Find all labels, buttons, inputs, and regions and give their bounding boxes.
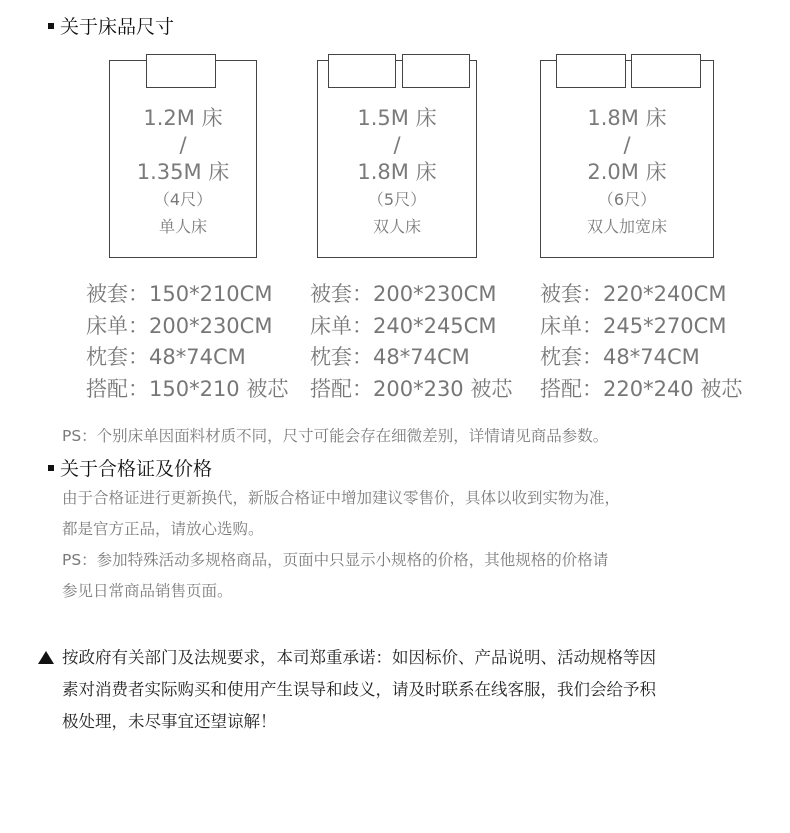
- notice-line-2: 素对消费者实际购买和使用产生误导和歧义，请及时联系在线客服，我们会给予积: [62, 680, 656, 699]
- spec-bed-sheet: 床单：245*270CM: [540, 313, 727, 338]
- bed-size-2: 1.35M 床: [136, 160, 230, 184]
- spec-match: 搭配：200*230 被芯: [310, 376, 513, 401]
- bed-type: 双人床: [372, 217, 421, 236]
- bed-size-2: 1.8M 床: [357, 160, 437, 184]
- bed-feet: （6尺）: [597, 190, 657, 209]
- certificate-price-text: [62, 483, 620, 607]
- notice-line-3: 极处理，未尽事宜还望谅解！: [62, 712, 277, 731]
- spec-bed-sheet: 床单：240*245CM: [310, 313, 497, 338]
- paragraph-line: 都是官方正品，请放心选购。: [62, 520, 264, 538]
- spec-pillowcase: 枕套：48*74CM: [540, 345, 700, 369]
- spec-duvet-cover: 被套：150*210CM: [86, 282, 273, 306]
- section-title-text: 关于合格证及价格: [60, 458, 213, 480]
- bed-size-separator: /: [179, 133, 187, 157]
- notice-text: 按政府有关部门及法规要求，本司郑重承诺：如因标价、产品说明、活动规格等因: [62, 648, 656, 667]
- bed-diagram-double: [317, 60, 477, 258]
- spec-bed-sheet: 床单：200*230CM: [86, 313, 273, 338]
- square-bullet-icon: [48, 23, 54, 29]
- size-ps-note: PS：个别床单因面料材质不同，尺寸可能会存在细微差别，详情请见商品参数。: [62, 427, 609, 445]
- spec-column-double-wide: [540, 278, 742, 404]
- bed-diagram-double-wide: [540, 60, 714, 258]
- spec-column-double: [310, 278, 512, 404]
- paragraph-line: 由于合格证进行更新换代，新版合格证中增加建议零售价，具体以收到实物为准，: [62, 489, 621, 507]
- warning-triangle-icon: [38, 651, 54, 664]
- bed-diagram-single: [109, 60, 257, 258]
- pillow-icon: [631, 54, 701, 88]
- square-bullet-icon: [48, 465, 54, 471]
- paragraph-line: 参见日常商品销售页面。: [62, 582, 233, 600]
- notice-line-1: [38, 642, 656, 674]
- bed-size-separator: /: [393, 133, 401, 157]
- bed-type: 双人加宽床: [586, 217, 667, 236]
- pillow-icon: [328, 54, 396, 88]
- spec-duvet-cover: 被套：220*240CM: [540, 282, 727, 306]
- section-title-bed-size: [48, 12, 174, 39]
- legal-notice: [38, 642, 656, 738]
- bed-size-2: 2.0M 床: [587, 160, 667, 184]
- bed-type: 单人床: [158, 217, 207, 236]
- section-title-text: 关于床品尺寸: [60, 16, 175, 38]
- paragraph-line: PS：参加特殊活动多规格商品，页面中只显示小规格的价格，其他规格的价格请: [62, 551, 609, 569]
- spec-pillowcase: 枕套：48*74CM: [86, 345, 246, 369]
- spec-match: 搭配：220*240 被芯: [540, 376, 743, 401]
- pillow-icon: [402, 54, 470, 88]
- spec-match: 搭配：150*210 被芯: [86, 376, 289, 401]
- pillow-icon: [146, 54, 216, 88]
- bed-feet: （4尺）: [153, 190, 213, 209]
- spec-pillowcase: 枕套：48*74CM: [310, 345, 470, 369]
- bed-label: [318, 105, 476, 240]
- bed-label: [541, 105, 713, 240]
- pillow-icon: [556, 54, 626, 88]
- bed-label: [110, 105, 256, 240]
- bed-feet: （5尺）: [367, 190, 427, 209]
- spec-duvet-cover: 被套：200*230CM: [310, 282, 497, 306]
- bed-size-1: 1.8M 床: [587, 106, 667, 130]
- bed-size-1: 1.2M 床: [143, 106, 223, 130]
- bed-size-1: 1.5M 床: [357, 106, 437, 130]
- bed-size-separator: /: [623, 133, 631, 157]
- spec-column-single: [86, 278, 288, 404]
- section-title-certificate-price: [48, 454, 212, 481]
